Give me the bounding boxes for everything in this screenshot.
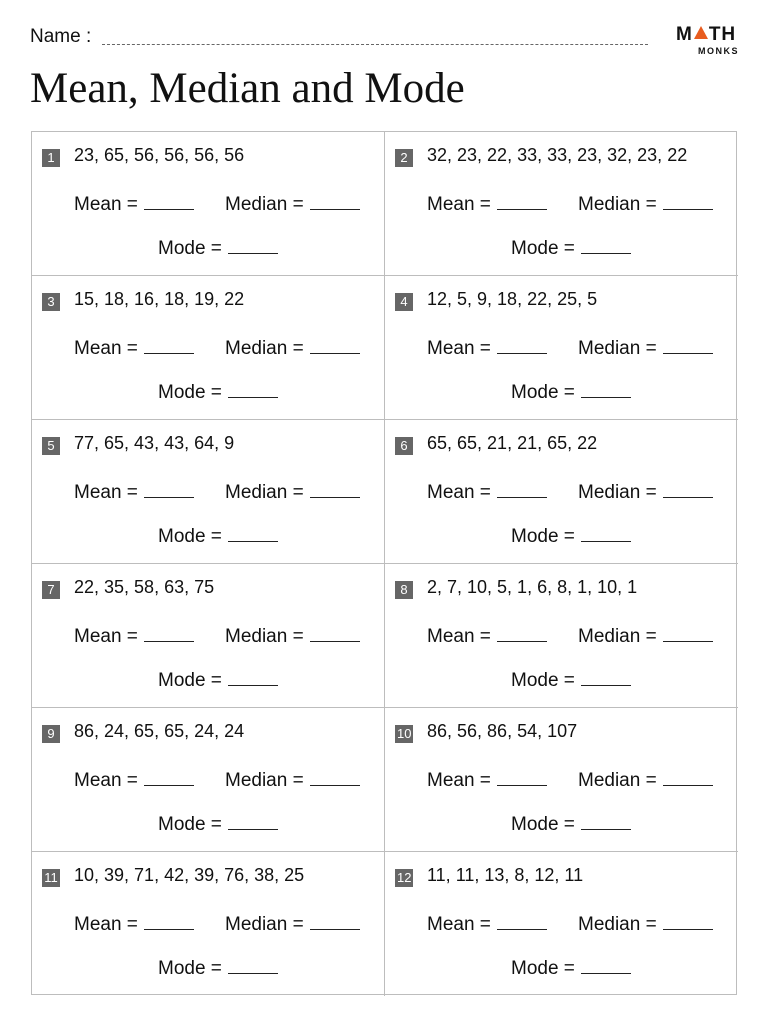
logo-wordmark: M TH <box>676 24 737 45</box>
median-row <box>225 338 360 360</box>
mean-row <box>427 914 547 936</box>
mean-answer-blank[interactable] <box>144 195 194 210</box>
median-label: Median = <box>578 626 657 647</box>
problem-data: 23, 65, 56, 56, 56, 56 <box>74 145 245 165</box>
median-answer-blank[interactable] <box>663 483 713 498</box>
mean-row <box>74 338 194 360</box>
problem-number: 6 <box>395 437 413 455</box>
mean-row <box>427 338 547 360</box>
median-row <box>578 194 713 216</box>
median-answer-blank[interactable] <box>663 915 713 930</box>
mode-row <box>158 238 278 260</box>
problem-data: 65, 65, 21, 21, 65, 22 <box>427 433 598 453</box>
mode-answer-blank[interactable] <box>581 671 631 686</box>
median-label: Median = <box>578 338 657 359</box>
problem-grid <box>31 131 737 995</box>
mean-label: Mean = <box>427 482 491 503</box>
mode-row <box>511 958 631 980</box>
mode-label: Mode = <box>158 958 222 979</box>
mode-label: Mode = <box>511 958 575 979</box>
mode-row <box>158 526 278 548</box>
mean-row <box>427 626 547 648</box>
mode-row <box>511 526 631 548</box>
median-answer-blank[interactable] <box>310 483 360 498</box>
mean-label: Mean = <box>427 770 491 791</box>
problem-data: 32, 23, 22, 33, 33, 23, 32, 23, 22 <box>427 145 688 165</box>
mean-answer-blank[interactable] <box>497 339 547 354</box>
problem-cell <box>32 420 385 564</box>
median-label: Median = <box>225 626 304 647</box>
mean-answer-blank[interactable] <box>497 483 547 498</box>
problem-data: 2, 7, 10, 5, 1, 6, 8, 1, 10, 1 <box>427 577 638 597</box>
problem-number: 3 <box>42 293 60 311</box>
median-row <box>578 482 713 504</box>
median-row <box>225 770 360 792</box>
mean-row <box>427 482 547 504</box>
problem-cell <box>385 276 738 420</box>
mean-label: Mean = <box>74 770 138 791</box>
mode-label: Mode = <box>158 526 222 547</box>
problem-cell <box>32 708 385 852</box>
problem-number: 8 <box>395 581 413 599</box>
problem-cell <box>32 564 385 708</box>
name-label: Name : <box>30 26 92 47</box>
problem-data: 12, 5, 9, 18, 22, 25, 5 <box>427 289 598 309</box>
mode-row <box>158 382 278 404</box>
median-label: Median = <box>578 770 657 791</box>
problem-number: 7 <box>42 581 60 599</box>
median-row <box>225 914 360 936</box>
mode-label: Mode = <box>158 382 222 403</box>
median-label: Median = <box>578 194 657 215</box>
mode-answer-blank[interactable] <box>581 239 631 254</box>
problem-number: 10 <box>397 726 412 741</box>
mode-answer-blank[interactable] <box>228 239 278 254</box>
problem-number: 2 <box>395 149 413 167</box>
mean-answer-blank[interactable] <box>144 483 194 498</box>
mode-label: Mode = <box>158 670 222 691</box>
problem-cell <box>32 852 385 996</box>
problem-cell <box>385 420 738 564</box>
mean-label: Mean = <box>74 914 138 935</box>
problem-cell <box>385 708 738 852</box>
problem-number: 12 <box>397 870 412 885</box>
mean-answer-blank[interactable] <box>497 771 547 786</box>
problem-number: 4 <box>395 293 413 311</box>
mode-row <box>158 958 278 980</box>
problem-data: 86, 24, 65, 65, 24, 24 <box>74 721 245 741</box>
problem-number: 9 <box>42 725 60 743</box>
mode-answer-blank[interactable] <box>228 383 278 398</box>
mode-row <box>511 670 631 692</box>
median-label: Median = <box>225 914 304 935</box>
mean-label: Mean = <box>427 914 491 935</box>
mean-answer-blank[interactable] <box>497 195 547 210</box>
median-label: Median = <box>225 194 304 215</box>
median-label: Median = <box>578 914 657 935</box>
worksheet-title: Mean, Median and Mode <box>30 65 465 112</box>
mode-answer-blank[interactable] <box>228 815 278 830</box>
median-row <box>225 482 360 504</box>
problem-number: 5 <box>42 437 60 455</box>
mode-row <box>511 238 631 260</box>
mode-label: Mode = <box>511 814 575 835</box>
median-answer-blank[interactable] <box>663 627 713 642</box>
median-row <box>578 914 713 936</box>
mean-row <box>74 914 194 936</box>
median-label: Median = <box>578 482 657 503</box>
median-row <box>578 338 713 360</box>
mode-answer-blank[interactable] <box>581 815 631 830</box>
problem-data: 15, 18, 16, 18, 19, 22 <box>74 289 245 309</box>
median-row <box>225 626 360 648</box>
problem-cell <box>385 564 738 708</box>
mean-answer-blank[interactable] <box>497 915 547 930</box>
median-label: Median = <box>225 482 304 503</box>
problem-cell <box>385 132 738 276</box>
median-answer-blank[interactable] <box>310 915 360 930</box>
median-answer-blank[interactable] <box>310 627 360 642</box>
mean-answer-blank[interactable] <box>144 339 194 354</box>
mode-answer-blank[interactable] <box>228 959 278 974</box>
name-row <box>30 24 630 54</box>
problem-data: 22, 35, 58, 63, 75 <box>74 577 215 597</box>
mode-answer-blank[interactable] <box>581 959 631 974</box>
mode-row <box>511 814 631 836</box>
problem-cell <box>385 852 738 996</box>
mean-label: Mean = <box>427 194 491 215</box>
mode-answer-blank[interactable] <box>581 527 631 542</box>
mode-label: Mode = <box>511 670 575 691</box>
mean-label: Mean = <box>74 626 138 647</box>
median-label: Median = <box>225 770 304 791</box>
mode-label: Mode = <box>511 238 575 259</box>
mean-answer-blank[interactable] <box>497 627 547 642</box>
median-answer-blank[interactable] <box>310 339 360 354</box>
mean-row <box>427 194 547 216</box>
median-answer-blank[interactable] <box>663 771 713 786</box>
problem-cell <box>32 276 385 420</box>
median-answer-blank[interactable] <box>663 339 713 354</box>
mean-row <box>74 770 194 792</box>
mean-row <box>74 194 194 216</box>
name-field[interactable] <box>102 44 648 45</box>
mean-answer-blank[interactable] <box>144 915 194 930</box>
mode-label: Mode = <box>158 814 222 835</box>
mode-row <box>511 382 631 404</box>
mode-label: Mode = <box>511 526 575 547</box>
mode-answer-blank[interactable] <box>228 671 278 686</box>
problem-cell <box>32 132 385 276</box>
median-answer-blank[interactable] <box>310 195 360 210</box>
mode-answer-blank[interactable] <box>228 527 278 542</box>
median-label: Median = <box>225 338 304 359</box>
median-answer-blank[interactable] <box>663 195 713 210</box>
mean-label: Mean = <box>74 194 138 215</box>
problem-number: 11 <box>42 869 60 887</box>
logo-triangle-icon <box>694 26 708 39</box>
mode-answer-blank[interactable] <box>581 383 631 398</box>
problem-data: 11, 11, 13, 8, 12, 11 <box>427 865 584 885</box>
mean-label: Mean = <box>74 482 138 503</box>
mode-label: Mode = <box>511 382 575 403</box>
median-answer-blank[interactable] <box>310 771 360 786</box>
problem-data: 10, 39, 71, 42, 39, 76, 38, 25 <box>74 865 305 885</box>
median-row <box>225 194 360 216</box>
mode-label: Mode = <box>158 238 222 259</box>
mode-row <box>158 814 278 836</box>
mean-label: Mean = <box>427 338 491 359</box>
mode-row <box>158 670 278 692</box>
math-monks-logo <box>676 24 742 58</box>
mean-label: Mean = <box>427 626 491 647</box>
median-row <box>578 626 713 648</box>
problem-data: 77, 65, 43, 43, 64, 9 <box>74 433 235 453</box>
median-row <box>578 770 713 792</box>
problem-data: 86, 56, 86, 54, 107 <box>427 721 578 741</box>
problem-number: 1 <box>42 149 60 167</box>
mean-answer-blank[interactable] <box>144 771 194 786</box>
mean-row <box>74 482 194 504</box>
mean-row <box>74 626 194 648</box>
mean-label: Mean = <box>74 338 138 359</box>
logo-subtext: MONKS <box>698 46 739 56</box>
mean-row <box>427 770 547 792</box>
mean-answer-blank[interactable] <box>144 627 194 642</box>
